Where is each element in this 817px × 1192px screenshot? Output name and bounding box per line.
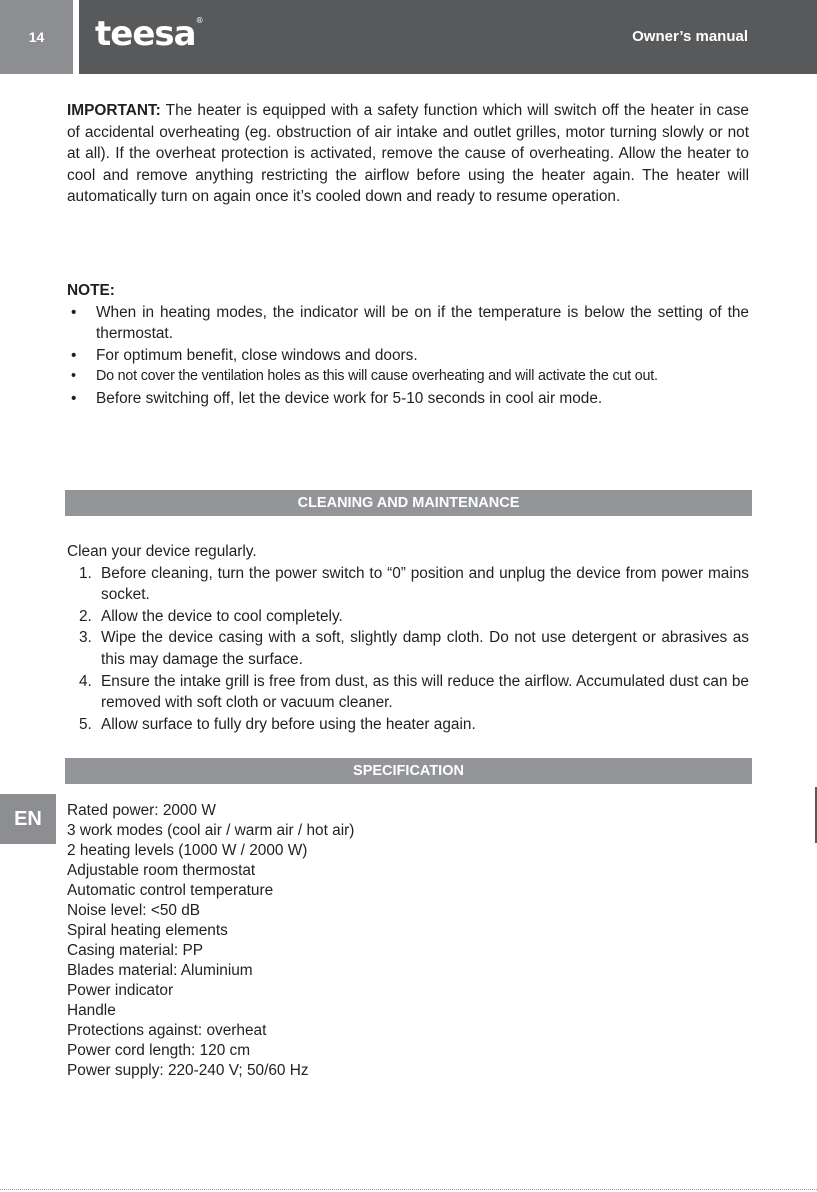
- spec-line: Blades material: Aluminium: [67, 962, 253, 979]
- spec-line: Power cord length: 120 cm: [67, 1042, 251, 1059]
- spec-line: Noise level: <50 dB: [67, 902, 201, 919]
- spec-line: Automatic control temperature: [67, 882, 274, 899]
- cleaning-intro: Clean your device regularly.: [67, 543, 257, 560]
- spec-line: 3 work modes (cool air / warm air / hot air): [67, 822, 355, 839]
- important-text: The heater is equipped with a safety function which will switch off the heater in case of accidental overheating (eg. obstruction of air intake and outlet grilles, motor turning slowly or not at all). If the overheat protection is activated, remove the cause of overheating. Allow the heater to cool and remove anything restricting the airflow before using the heater again. The heater will automatically turn on again once it’s cooled down and ready to resume operation.: [67, 102, 749, 206]
- list-item: • Before switching off, let the device work for 5-10 seconds in cool air mode.: [67, 388, 749, 410]
- step-text: Wipe the device casing with a soft, slightly damp cloth. Do not use detergent or abrasives as this may damage the surface.: [101, 629, 749, 668]
- spec-line: 2 heating levels (1000 W / 2000 W): [67, 842, 308, 859]
- step-number: 5.: [79, 715, 92, 733]
- page-number-tab: [0, 0, 73, 74]
- important-label: IMPORTANT:: [67, 102, 161, 119]
- list-item: • When in heating modes, the indicator will be on if the temperature is below the setting of the thermostat.: [67, 302, 749, 345]
- step-number: 1.: [79, 564, 92, 582]
- list-item: • For optimum benefit, close windows and doors.: [67, 345, 749, 367]
- spec-line: Adjustable room thermostat: [67, 862, 256, 879]
- spec-line: Power indicator: [67, 982, 174, 999]
- step-text: Before cleaning, turn the power switch to “0” position and unplug the device from power mains socket.: [101, 564, 749, 604]
- cleaning-heading: CLEANING AND MAINTENANCE: [65, 490, 752, 516]
- brand-logo: [95, 14, 203, 54]
- step-number: 4.: [79, 672, 92, 690]
- list-item: [67, 627, 749, 670]
- crop-guide-line: [0, 1189, 817, 1190]
- cleaning-section: [67, 541, 749, 735]
- important-paragraph: [67, 100, 749, 208]
- step-number: 3.: [79, 629, 92, 647]
- language-tab: EN: [0, 794, 56, 844]
- note-title: NOTE:: [67, 282, 115, 299]
- note-section: [67, 280, 749, 410]
- list-item: • Do not cover the ventilation holes as this will cause overheating and will activate the cut out.: [67, 366, 749, 388]
- step-number: 2.: [79, 607, 92, 625]
- brand-name: teesa: [95, 14, 196, 54]
- list-item: [67, 606, 749, 628]
- specification-list: [67, 801, 749, 1081]
- spec-line: Spiral heating elements: [67, 922, 228, 939]
- list-item: [67, 714, 749, 736]
- list-item: [67, 563, 749, 606]
- list-item: [67, 671, 749, 714]
- spec-line: Power supply: 220-240 V; 50/60 Hz: [67, 1062, 309, 1079]
- note-list: [67, 302, 749, 410]
- step-text: Allow surface to fully dry before using the heater again.: [101, 715, 476, 733]
- spec-line: Rated power: 2000 W: [67, 802, 216, 819]
- cleaning-steps: [67, 563, 749, 736]
- brand-mark: ®: [195, 16, 203, 25]
- header-title: Owner’s manual: [632, 28, 748, 45]
- specification-heading: SPECIFICATION: [65, 758, 752, 784]
- page-number: 14: [28, 29, 45, 45]
- spec-line: Casing material: PP: [67, 942, 204, 959]
- page-header: [79, 0, 817, 74]
- spec-line: Protections against: overheat: [67, 1022, 267, 1039]
- spec-line: Handle: [67, 1002, 116, 1019]
- step-text: Allow the device to cool completely.: [101, 607, 343, 625]
- step-text: Ensure the intake grill is free from dust, as this will reduce the airflow. Accumulated dust can be removed with soft cloth or vacuum cleaner.: [101, 672, 749, 712]
